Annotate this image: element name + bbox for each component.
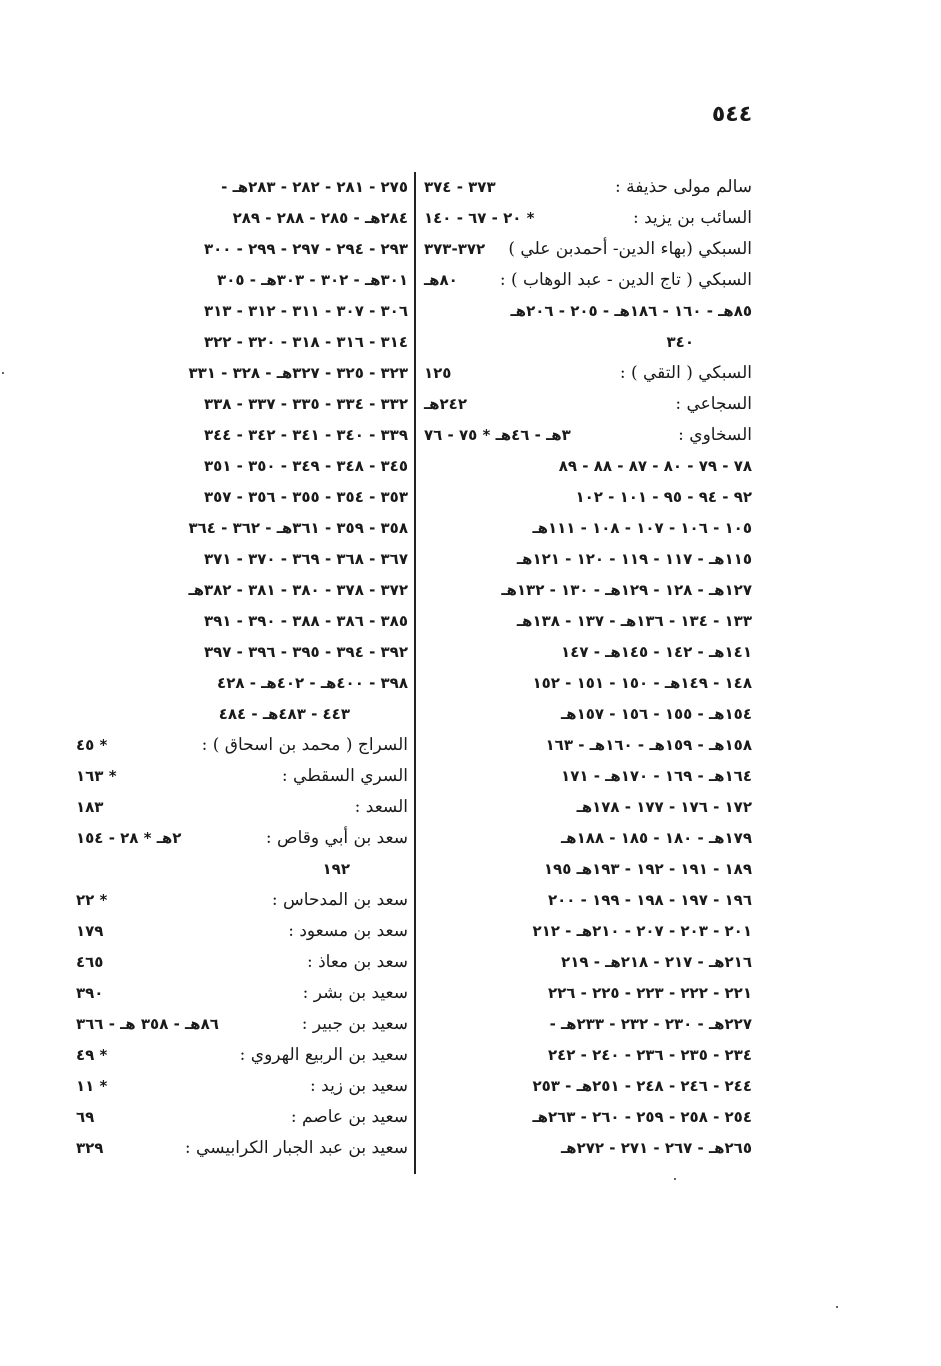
entry-page-refs: * ٤٥ [76, 736, 108, 754]
page-refs-continuation: ٧٨ - ٧٩ - ٨٠ - ٨٧ - ٨٨ - ٨٩ [558, 457, 752, 475]
page-refs-continuation: ٣١٤ - ٣١٦ - ٣١٨ - ٣٢٠ - ٣٢٢ [203, 333, 408, 351]
entry-name: السبكي ( تاج الدين - عبد الوهاب ) : [499, 270, 752, 290]
entry-name: سعد بن مسعود : [288, 921, 408, 941]
index-column-right [424, 172, 752, 1164]
entry-name: سعيد بن زيد : [310, 1076, 408, 1096]
index-entry [424, 389, 752, 420]
entry-page-refs: ٣٩٠ [76, 984, 104, 1002]
page-refs-continuation: ١٦٤هـ - ١٦٩ - ١٧٠هـ - ١٧١ [561, 767, 752, 785]
page-refs-continuation: ٣٣٩ - ٣٤٠ - ٣٤١ - ٣٤٢ - ٣٤٤ [203, 426, 408, 444]
page-refs-continuation: ٢٤٤ - ٢٤٦ - ٢٤٨ - ٢٥١هـ - ٢٥٣ [532, 1077, 752, 1095]
page-refs-continuation: ١٥٤هـ - ١٥٥ - ١٥٦ - ١٥٧هـ [561, 705, 752, 723]
page-refs-continuation: ٣٠٦ - ٣٠٧ - ٣١١ - ٣١٢ - ٣١٣ [203, 302, 408, 320]
page-refs-continuation: ٣٨٥ - ٣٨٦ - ٣٨٨ - ٣٩٠ - ٣٩١ [203, 612, 408, 630]
entry-name: السجاعي : [675, 394, 752, 414]
entry-page-refs: * ٤٩ [76, 1046, 108, 1064]
index-entry [76, 1133, 408, 1164]
page-refs-continuation: ٣٣٢ - ٣٣٤ - ٣٣٥ - ٣٣٧ - ٣٣٨ [203, 395, 408, 413]
page-refs-continuation: ١٣٣ - ١٣٤ - ١٣٦هـ - ١٣٧ - ١٣٨هـ [516, 612, 752, 630]
page-refs-continuation: ٢٨٤هـ - ٢٨٥ - ٢٨٨ - ٢٨٩ [232, 209, 408, 227]
print-speck [2, 372, 4, 374]
page-refs-continuation: ٢٠١ - ٢٠٣ - ٢٠٧ - ٢١٠هـ - ٢١٢ [532, 922, 752, 940]
column-divider [414, 172, 416, 1174]
index-entry [424, 420, 752, 451]
index-entry [76, 978, 408, 1009]
entry-page-refs: ٤٦٥ [76, 953, 104, 971]
page-refs-continuation: ٣٩٢ - ٣٩٤ - ٣٩٥ - ٣٩٦ - ٣٩٧ [203, 643, 408, 661]
index-entry [424, 203, 752, 234]
entry-page-refs: ١٢٥ [424, 364, 452, 382]
page-refs-continuation: ٤٤٣ - ٤٨٣هـ - ٤٨٤ [218, 705, 350, 723]
index-column-left [76, 172, 408, 1164]
page-refs-continuation: ٣٩٨ - ٤٠٠هـ - ٤٠٢هـ - ٤٢٨ [217, 674, 408, 692]
page-refs-continuation: ١٧٩هـ - ١٨٠ - ١٨٥ - ١٨٨هـ [561, 829, 752, 847]
entry-name: سعيد بن بشر : [302, 983, 408, 1003]
index-entry [76, 947, 408, 978]
index-entry [76, 1009, 408, 1040]
entry-name: سعيد بن عاصم : [290, 1107, 408, 1127]
index-entry [424, 234, 752, 265]
page-refs-continuation: ١٩٢ [322, 860, 350, 878]
page-refs-continuation: ٢٦٥هـ - ٢٦٧ - ٢٧١ - ٢٧٢هـ [561, 1139, 752, 1157]
entry-page-refs: ٢هـ * ٢٨ - ١٥٤ [76, 829, 182, 847]
entry-page-refs: * ٢٠ - ٦٧ - ١٤٠ [424, 209, 535, 227]
print-speck [836, 1306, 838, 1308]
page-refs-continuation: ٢٢٧هـ - ٢٣٠ - ٢٣٢ - ٢٣٣هـ - [549, 1015, 752, 1033]
index-entry [424, 172, 752, 203]
entry-page-refs: * ٢٢ [76, 891, 108, 909]
page-refs-continuation: ١٠٥ - ١٠٦ - ١٠٧ - ١٠٨ - ١١١هـ [532, 519, 752, 537]
entry-name: سالم مولى حذيفة : [615, 177, 752, 197]
entry-name: السخاوي : [678, 425, 752, 445]
page-refs-continuation: ٣٤٥ - ٣٤٨ - ٣٤٩ - ٣٥٠ - ٣٥١ [203, 457, 408, 475]
page-refs-continuation: ٣٠١هـ - ٣٠٢ - ٣٠٣هـ - ٣٠٥ [217, 271, 408, 289]
page-refs-continuation: ٢٥٤ - ٢٥٨ - ٢٥٩ - ٢٦٠ - ٢٦٣هـ [532, 1108, 752, 1126]
entry-page-refs: ٨٦هـ - ٣٥٨ هـ - ٣٦٦ [76, 1015, 219, 1033]
page-refs-continuation: ١٨٩ - ١٩١ - ١٩٢ - ١٩٣هـ ١٩٥ [543, 860, 752, 878]
index-entry [76, 1040, 408, 1071]
page-refs-continuation: ٢٢١ - ٢٢٢ - ٢٢٣ - ٢٢٥ - ٢٢٦ [547, 984, 752, 1002]
entry-page-refs: ٣هـ - ٤٦هـ * ٧٥ - ٧٦ [424, 426, 571, 444]
entry-page-refs: * ١١ [76, 1077, 108, 1095]
entry-name: سعيد بن الربيع الهروي : [239, 1045, 408, 1065]
page-refs-continuation: ١٩٦ - ١٩٧ - ١٩٨ - ١٩٩ - ٢٠٠ [547, 891, 752, 909]
page-refs-continuation: ١٥٨هـ - ١٥٩هـ - ١٦٠هـ - ١٦٣ [545, 736, 752, 754]
index-entry [76, 730, 408, 761]
entry-page-refs: * ١٦٣ [76, 767, 117, 785]
entry-name: سعيد بن جبير : [301, 1014, 408, 1034]
page-refs-continuation: ١١٥هـ - ١١٧ - ١١٩ - ١٢٠ - ١٢١هـ [516, 550, 752, 568]
entry-page-refs: ٦٩ [76, 1108, 95, 1126]
index-entry [76, 916, 408, 947]
index-entry [76, 823, 408, 854]
page-refs-continuation: ١٤٨ - ١٤٩هـ - ١٥٠ - ١٥١ - ١٥٢ [532, 674, 752, 692]
entry-page-refs: ٣٧٣ - ٣٧٤ [424, 178, 496, 196]
page-refs-continuation: ٣٥٣ - ٣٥٤ - ٣٥٥ - ٣٥٦ - ٣٥٧ [203, 488, 408, 506]
page-number: ٥٤٤ [711, 102, 753, 127]
index-entry [76, 792, 408, 823]
page-refs-continuation: ٣٤٠ [666, 333, 694, 351]
index-entry [424, 265, 752, 296]
index-entry [76, 761, 408, 792]
entry-name: سعيد بن عبد الجبار الكرابيسي : [184, 1138, 408, 1158]
page-refs-continuation: ٢٧٥ - ٢٨١ - ٢٨٢ - ٢٨٣هـ - [221, 178, 408, 196]
page-refs-continuation: ٢٩٣ - ٢٩٤ - ٢٩٧ - ٢٩٩ - ٣٠٠ [203, 240, 408, 258]
page-refs-continuation: ٣٦٧ - ٣٦٨ - ٣٦٩ - ٣٧٠ - ٣٧١ [203, 550, 408, 568]
entry-page-refs: ٨٠هـ [424, 271, 458, 289]
page-refs-continuation: ١٧٢ - ١٧٦ - ١٧٧ - ١٧٨هـ [576, 798, 752, 816]
page-refs-continuation: ٢٣٤ - ٢٣٥ - ٢٣٦ - ٢٤٠ - ٢٤٢ [547, 1046, 752, 1064]
print-speck [674, 1178, 676, 1180]
index-entry [76, 1102, 408, 1133]
index-entry [76, 1071, 408, 1102]
index-entry [76, 885, 408, 916]
entry-page-refs: ٣٢٩ [76, 1139, 104, 1157]
page-refs-continuation: ٣٢٣ - ٣٢٥ - ٣٢٧هـ - ٣٢٨ - ٣٣١ [188, 364, 408, 382]
entry-name: السائب بن يزيد : [632, 208, 752, 228]
entry-name: السبكي ( التقي ) : [619, 363, 752, 383]
page-refs-continuation: ٩٢ - ٩٤ - ٩٥ - ١٠١ - ١٠٢ [575, 488, 752, 506]
page-refs-continuation: ٣٧٢ - ٣٧٨ - ٣٨٠ - ٣٨١ - ٣٨٢هـ [188, 581, 408, 599]
entry-name: سعد بن المدحاس : [271, 890, 408, 910]
entry-page-refs: ٢٤٢هـ [424, 395, 467, 413]
page-refs-continuation: ٣٥٨ - ٣٥٩ - ٣٦١هـ - ٣٦٢ - ٣٦٤ [188, 519, 408, 537]
page-refs-continuation: ١٤١هـ - ١٤٢ - ١٤٥هـ - ١٤٧ [561, 643, 752, 661]
entry-page-refs: ٣٧٢-٣٧٣ [424, 240, 486, 258]
entry-name: السراج ( محمد بن اسحاق ) : [201, 735, 408, 755]
entry-name: سعد بن معاذ : [306, 952, 408, 972]
entry-name: السري السقطي : [281, 766, 408, 786]
index-entry [424, 358, 752, 389]
entry-name: السبكي (بهاء الدين- أحمدبن علي ) [508, 239, 752, 259]
entry-page-refs: ١٧٩ [76, 922, 104, 940]
page-refs-continuation: ٨٥هـ - ١٦٠ - ١٨٦هـ - ٢٠٥ - ٢٠٦هـ [510, 302, 752, 320]
entry-name: السعد : [354, 797, 408, 817]
page-refs-continuation: ١٢٧هـ - ١٢٨ - ١٢٩هـ - ١٣٠ - ١٣٢هـ [501, 581, 752, 599]
entry-page-refs: ١٨٣ [76, 798, 104, 816]
entry-name: سعد بن أبي وقاص : [265, 828, 408, 848]
page-refs-continuation: ٢١٦هـ - ٢١٧ - ٢١٨هـ - ٢١٩ [561, 953, 752, 971]
